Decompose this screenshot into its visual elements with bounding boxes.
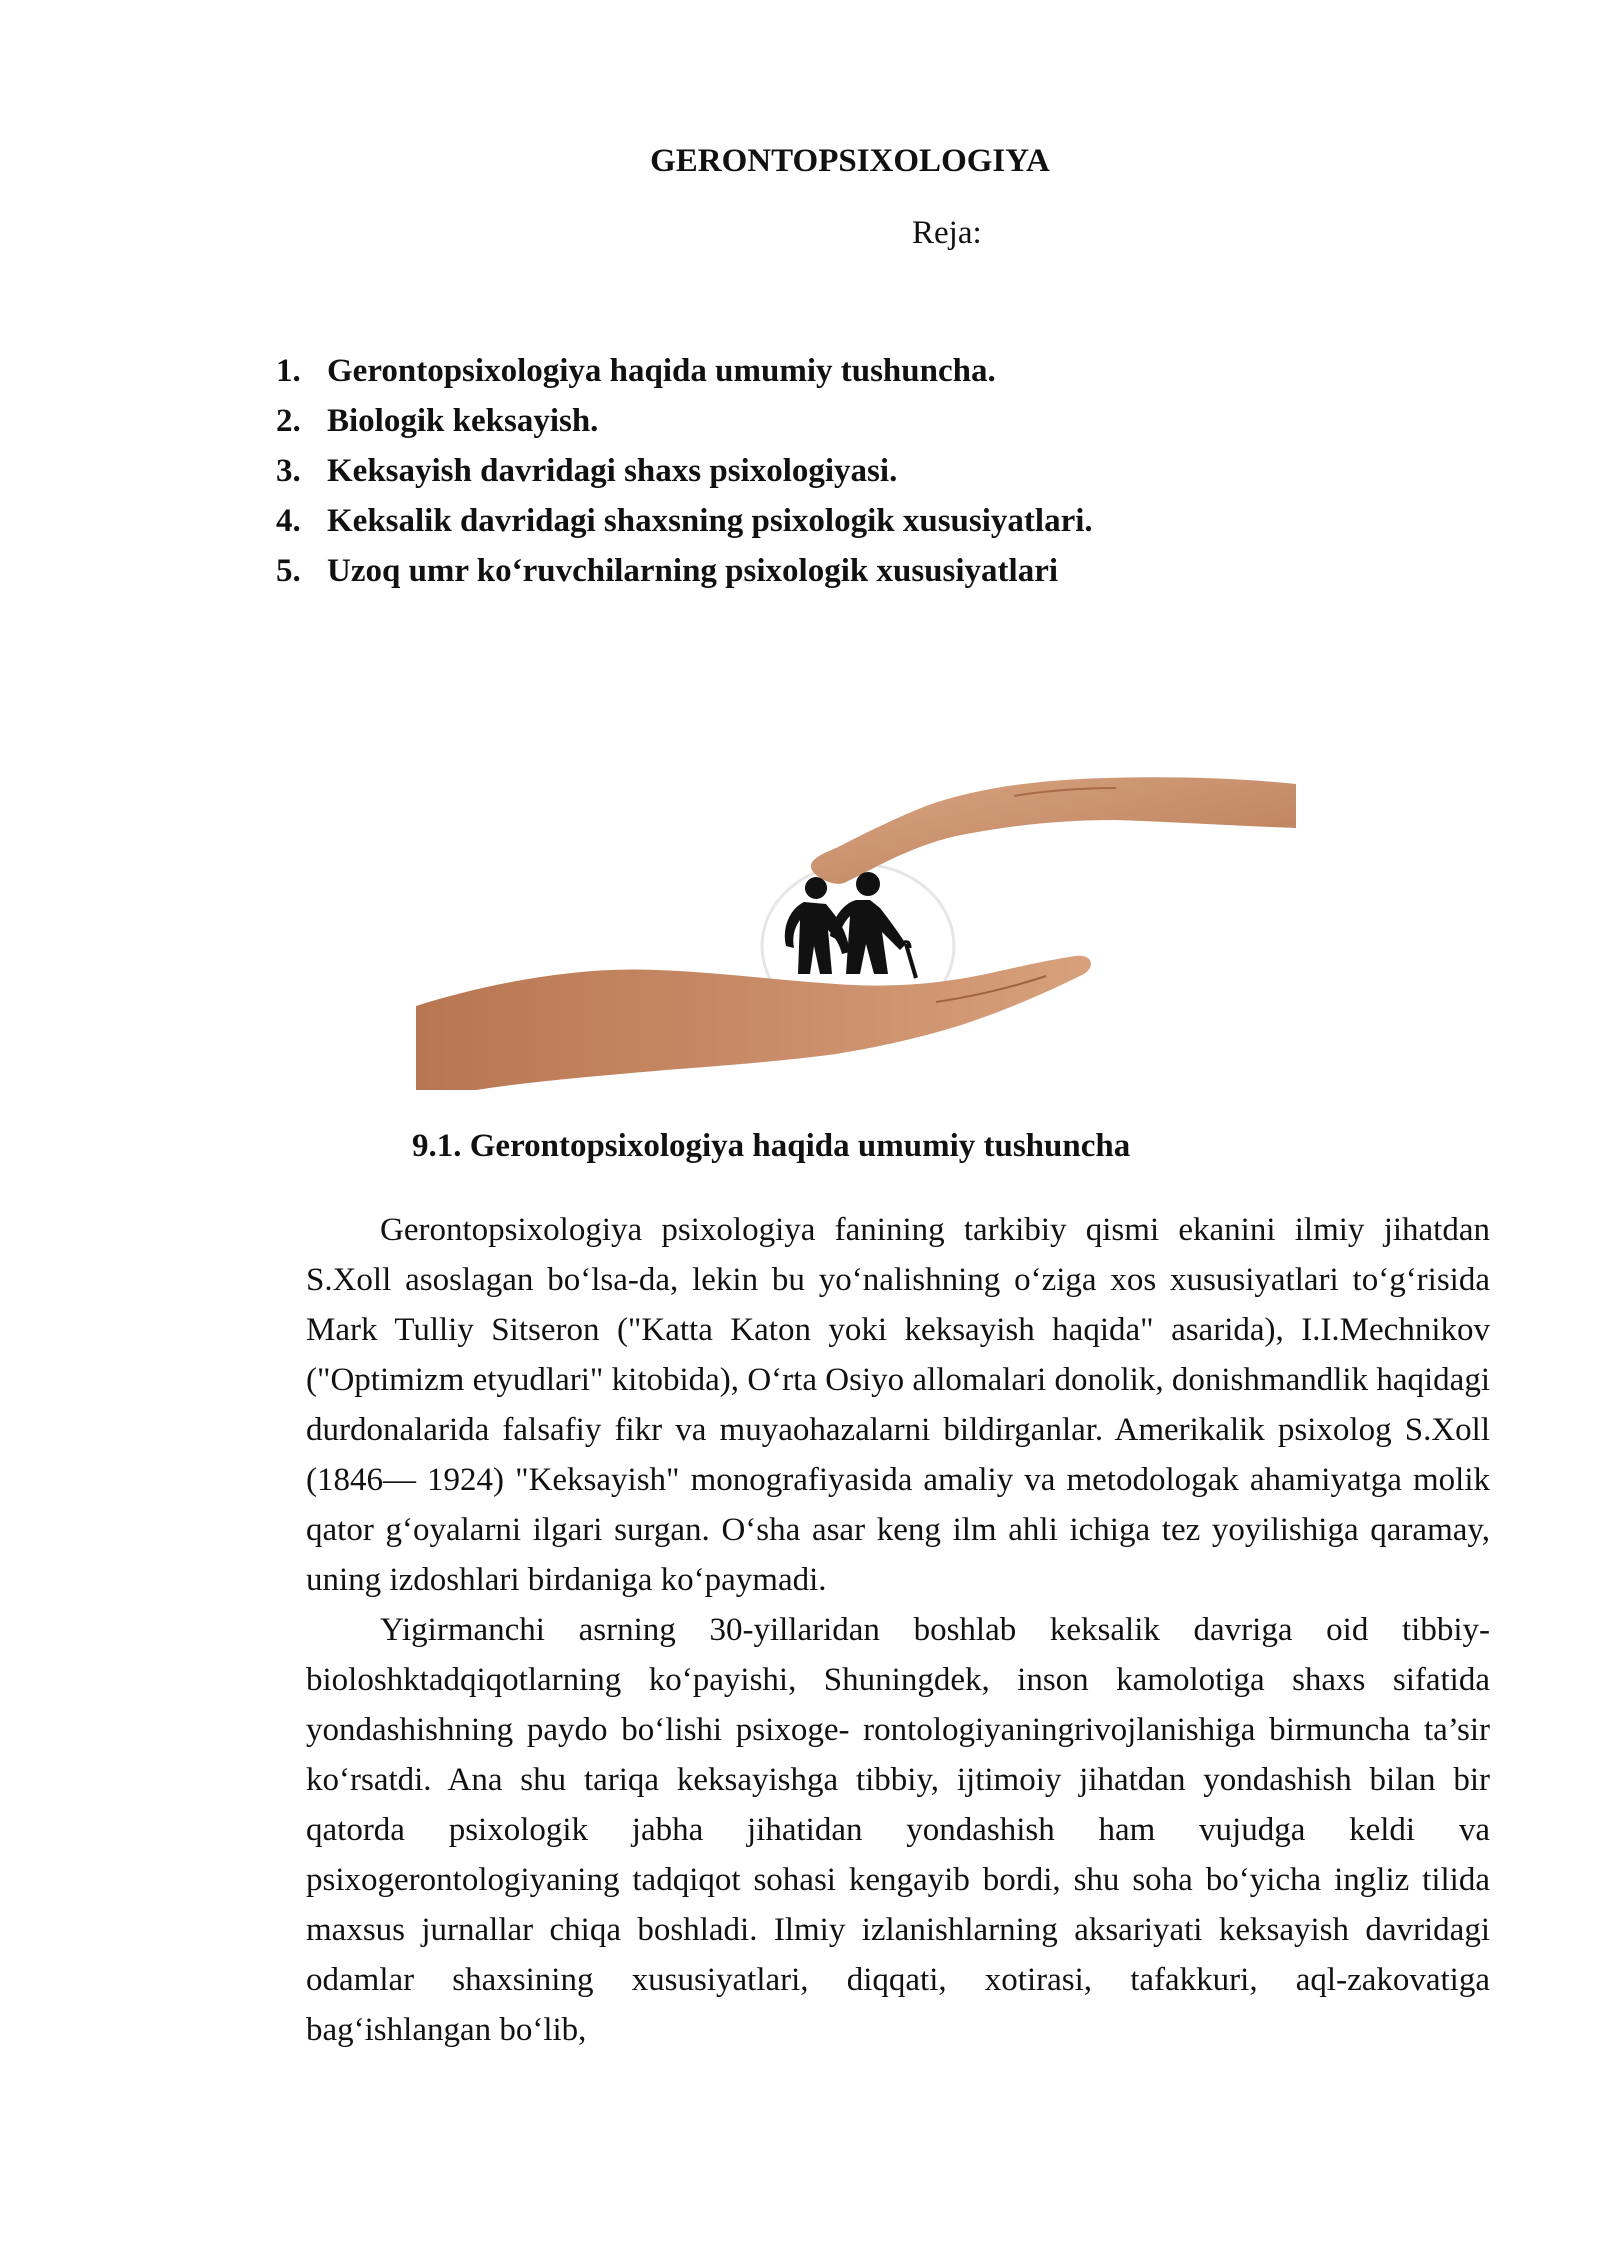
plan-item-number: 1.: [276, 353, 301, 389]
document-title: GERONTOPSIXOLOGIYA: [650, 143, 1050, 179]
plan-item-number: 4.: [276, 503, 301, 539]
paragraph: Yigirmanchi asrning 30-yillaridan boshlab keksalik davriga oid tibbiy-bioloshktadqiqotlarning ko‘payishi, Shuningdek, inson kamolotiga shaxs sifatida yondashishning paydo bo‘lishi psixoge- rontologiyaningrivojlanishiga birmuncha ta’sir ko‘rsatdi. Ana shu tariqa keksayishga tibbiy, ijtimoiy jihatdan yondashish bilan bir qatorda psixologik jabha jihatidan yondashish ham vujudga keldi va psixogerontologiyaning tadqiqot sohasi kengayib bordi, shu soha bo‘yicha ingliz tilida maxsus jurnallar chiqa boshladi. Ilmiy izlanishlarning aksariyati keksayish davridagi odamlar shaxsining xususiyatlari, diqqati, xotirasi, tafakkuri, aql-zakovatiga bag‘ishlangan bo‘lib,: [306, 1612, 1490, 2048]
plan-item-text: Gerontopsixologiya haqida umumiy tushuncha.: [327, 353, 996, 389]
paragraph: Gerontopsixologiya psixologiya fanining tarkibiy qismi ekanini ilmiy jihatdan S.Xoll asoslagan bo‘lsa-da, lekin bu yo‘nalishning o‘ziga xos xususiyatlari to‘g‘risida Mark Tulliy Sitseron ("Katta Katon yoki keksayish haqida" asarida), I.I.Mechnikov ("Optimizm etyudlari" kitobida), O‘rta Osiyo allomalari donolik, donishmandlik haqidagi durdonalarida falsafiy fikr va muyaohazalarni bildirganlar. Amerikalik psixolog S.Xoll (1846— 1924) "Keksayish" monografiyasida amaliy va metodologak ahamiyatga molik qator g‘oyalarni ilgari surgan. O‘sha asar keng ilm ahli ichiga tez yoyilishiga qaramay, uning izdoshlari birdaniga ko‘paymadi.: [306, 1212, 1490, 1598]
section-heading: 9.1. Gerontopsixologiya haqida umumiy tushuncha: [412, 1128, 1131, 1164]
plan-item-text: Biologik keksayish.: [327, 403, 599, 439]
plan-item-text: Uzoq umr ko‘ruvchilarning psixologik xususiyatlari: [327, 553, 1059, 589]
plan-item-number: 2.: [276, 403, 301, 439]
plan-item: [276, 496, 1093, 546]
plan-item: [276, 446, 1093, 496]
plan-item-number: 5.: [276, 553, 301, 589]
plan-item: [276, 396, 1093, 446]
plan-item-text: Keksayish davridagi shaxs psixologiyasi.: [327, 453, 898, 489]
bottom-hand: [416, 956, 1091, 1090]
protective-hands-elderly-couple-icon: [416, 770, 1296, 1090]
plan-heading: Reja:: [912, 215, 982, 251]
body-text: [306, 1205, 1490, 2055]
plan-item-number: 3.: [276, 453, 301, 489]
plan-item: [276, 546, 1093, 596]
elderly-couple-silhouette: [785, 872, 916, 978]
plan-item-text: Keksalik davridagi shaxsning psixologik xususiyatlari.: [327, 503, 1093, 539]
plan-list: [276, 346, 1093, 596]
plan-item: [276, 346, 1093, 396]
